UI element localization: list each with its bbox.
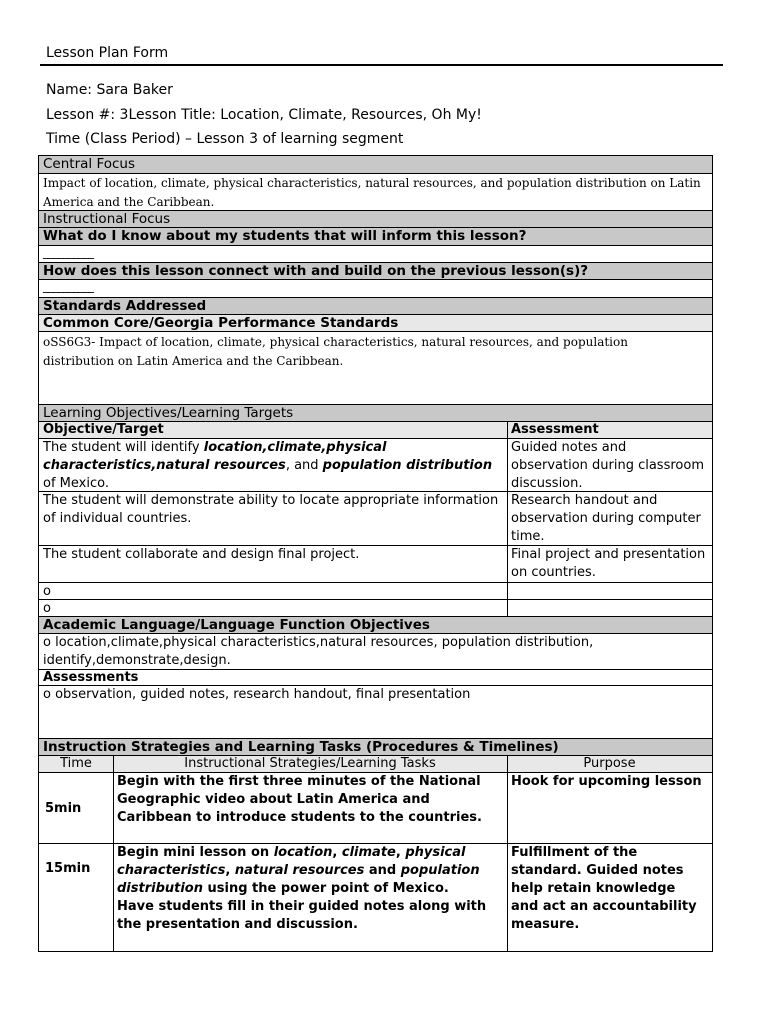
central-focus-text: Impact of location, climate, physical characteristics, natural resources, and population distribution on Latin America and the Caribbean. <box>39 174 712 211</box>
academic-language-text: o location,climate,physical characteristics,natural resources, population distribution, identify,demonstrate,design. <box>39 634 712 670</box>
assessment-text: Research handout and observation during computer time. <box>511 493 701 544</box>
objective-text: o <box>43 601 51 616</box>
task-cell: Begin mini lesson on location, climate, physical characteristics, natural resources and population distribution using the power point of Mexico. Have students fill in their guided notes along with the presentation and discussion. <box>117 845 487 932</box>
students-answer: __________ <box>39 246 712 263</box>
central-focus-heading <box>39 156 712 174</box>
objectives-heading: Learning Objectives/Learning Targets <box>39 405 712 422</box>
instruction-heading: Instruction Strategies and Learning Tasks (Procedures & Timelines) <box>39 739 712 756</box>
instruction-row <box>39 844 712 951</box>
standards-text: oSS6G3- Impact of location, climate, physical characteristics, natural resources, and population distribution on Latin America and the Caribbean. <box>39 332 712 405</box>
purpose-cell: Fulfillment of the standard. Guided notes help retain knowledge and act an accountability measure. <box>511 845 697 932</box>
form-title: Lesson Plan Form <box>46 45 169 61</box>
tasks-column-header: Instructional Strategies/Learning Tasks <box>184 756 436 771</box>
instruction-column-headers <box>39 756 712 773</box>
time-cell: 15min <box>45 861 91 876</box>
purpose-cell: Hook for upcoming lesson <box>511 774 702 789</box>
time-column-header: Time <box>60 756 92 771</box>
teacher-name: Name: Sara Baker <box>46 82 173 98</box>
assessments-text: o observation, guided notes, research handout, final presentation <box>39 686 712 739</box>
objective-row <box>39 583 712 600</box>
standards-heading: Standards Addressed <box>39 298 712 315</box>
instructional-focus-heading: Instructional Focus <box>39 211 712 228</box>
assessment-text: Guided notes and observation during classroom discussion. <box>511 440 704 491</box>
task-cell: Begin with the first three minutes of the National Geographic video about Latin America and Caribbean to introduce students to the countries. <box>117 774 482 825</box>
lesson-plan-table <box>38 155 713 952</box>
objective-text: The student will demonstrate ability to locate appropriate information of individual countries. <box>43 493 499 526</box>
objective-text: The student will identify location,climate,physical characteristics,natural resources, and population distribution of Mexico. <box>43 440 493 491</box>
time-period: Time (Class Period) – Lesson 3 of learning segment <box>46 131 404 147</box>
lesson-title: Lesson #: 3Lesson Title: Location, Climate, Resources, Oh My! <box>46 107 482 123</box>
standards-subheading: Common Core/Georgia Performance Standards <box>39 315 712 332</box>
objective-row <box>39 600 712 617</box>
objective-text: The student collaborate and design final project. <box>43 547 360 562</box>
previous-lesson-question: How does this lesson connect with and build on the previous lesson(s)? <box>39 263 712 280</box>
objectives-column-headers <box>39 422 712 439</box>
objective-row <box>39 439 712 492</box>
assessment-text: Final project and presentation on countries. <box>511 547 706 580</box>
assessment-column-header: Assessment <box>511 422 599 437</box>
objective-column-header: Objective/Target <box>43 422 164 437</box>
purpose-column-header: Purpose <box>583 756 636 771</box>
central-focus-heading-text: Central Focus <box>43 156 136 172</box>
title-divider <box>40 64 723 66</box>
objective-row <box>39 492 712 546</box>
previous-lesson-answer: __________ <box>39 280 712 298</box>
academic-language-heading: Academic Language/Language Function Objectives <box>39 617 712 634</box>
objective-text: o <box>43 584 51 599</box>
instruction-row <box>39 773 712 844</box>
students-question: What do I know about my students that will inform this lesson? <box>39 228 712 246</box>
assessments-heading: Assessments <box>39 670 712 686</box>
time-cell: 5min <box>45 800 82 816</box>
objective-row <box>39 546 712 583</box>
